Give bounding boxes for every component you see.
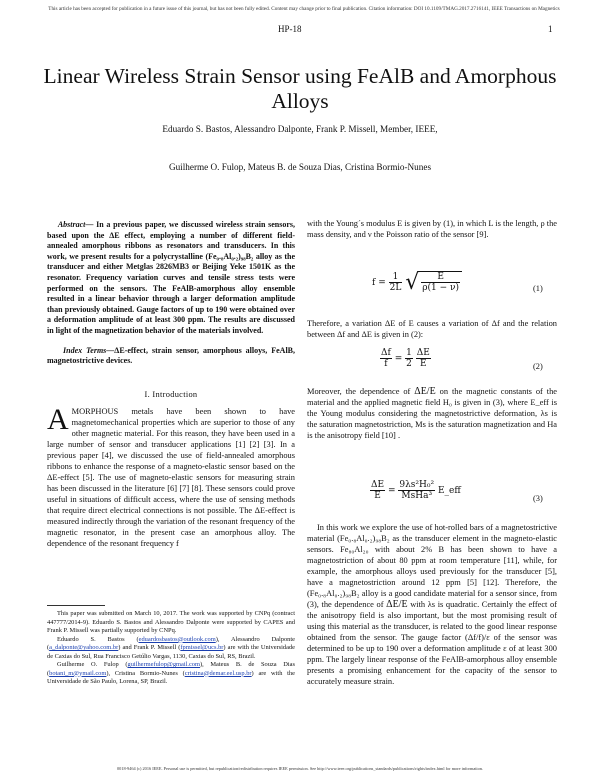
fn-text: ), Mateus B. de Souza Dias (	[47, 661, 295, 677]
left-column	[47, 220, 295, 549]
email-link[interactable]: botani_m@ymail.com	[49, 669, 107, 677]
fn-text: ) and Frank P. Missell (	[118, 644, 181, 651]
equation-3-number: (3)	[533, 494, 543, 503]
eq1-rad-num: E	[421, 272, 460, 283]
right-paragraph-1: with the Young´s modulus E is given by (1), in which L is the length, ρ the mass density, and ν the Poisson ratio of the sensor [9].	[307, 219, 557, 239]
authors-line-2: Guilherme O. Fulop, Mateus B. de Souza Dias, Cristina Bormio-Nunes	[168, 162, 432, 172]
eq2-coef-den: 2	[406, 359, 412, 369]
index-terms-label: Index Terms	[63, 345, 107, 355]
copyright-notice: 0018-9464 (c) 2016 IEEE. Personal use is permitted, but republication/redistribution requires IEEE permission. See http://www.ieee.org/publications_standards/publications/rights/index.html for more information.	[117, 766, 483, 771]
eq1-coef-num: 1	[389, 272, 403, 283]
p4-text: In this work we explore the use of hot-rolled bars of a magnetostrictive material (Fe₀.₈Al₀.₂)₉₈B₂ as the transducer element in the magneto-elastic sensors. Fe₈₀Al₂₀ with about 2% B has been shown to have a magnetostriction of about 80 ppm at room temperature [11], while, for example, the amorphous alloys used previously for the transducer [5], have a magnetostriction around 12 ppm [5] [12]. Therefore, the (Fe₀.₈Al₀.₂)₉₈B₂ alloy is a good candidate material for a sensor since, from (3), the dependence of	[307, 523, 557, 609]
right-paragraph-4	[307, 522, 557, 687]
footnote-rule	[47, 605, 105, 606]
intro-body: metals have been shown to have magnetomechanical properties which are superior to those of any other magnetic material. For this reason, they have been used in a large number of sensor and transducer applications [1] [2] [3]. In a previous paper [4], we discussed the use of field-annealed amorphous ribbons to enhance the response of a magneto-elastic sensor based on the ΔE-effect [5]. The use of magneto-elastic sensors for measuring strain has been discussed in the literature [6] [7] [8]. These sensors could prove useful in situations of difficult access, where the use of sensing methods that require direct electrical connections is not possible. The ΔE-effect is measured indirectly through the variation of the resonant frequency of the magnetic resonator, in the present case an amorphous alloy. The dependence of the resonant frequency f	[47, 406, 295, 548]
equation-1	[372, 270, 462, 295]
eq2-lhs-den: f	[384, 359, 388, 369]
p4-inline-fraction: ΔE/E	[386, 599, 408, 610]
eq2-lhs-num: Δf	[381, 348, 391, 358]
authors-line-1: Eduardo S. Bastos, Alessandro Dalponte, Frank P. Missell, Member, IEEE,	[162, 124, 438, 134]
index-terms-text: —ΔE-effect, strain sensor, amorphous alloys, FeAlB, magnetostrictive devices.	[47, 345, 296, 366]
footnote-affiliation-2	[47, 661, 295, 687]
eq3-lhs-num: ΔE	[371, 480, 385, 490]
eq2-coef-num: 1	[406, 348, 412, 358]
page-number: 1	[548, 24, 553, 34]
abstract-text: — In a previous paper, we discussed wireless strain sensors, based upon the ΔE effect, employing a number of different field-annealed amorphous ribbons as resonators and transducers. In this work, we present results for a polycrystalline (Fe₀.₈Al₀.₂)₉₈B₂ alloy as the transducer and either Metglas 2826MB3 or Beijing Yeke 1501K as the resonator. Frequency variation curves and tensile stress tests were performed on the sensors. The FeAlB-amorphous alloy ensemble resulted in a linear behavior through a larger deformation amplitude than previously obtained. Gauge factors of up to 190 were obtained over a deformation amplitude of at least 300 ppm. The results are discussed in light of the magnetization behavior of the materials involved.	[47, 220, 295, 335]
eq3-equals: =	[387, 486, 396, 496]
eq1-lhs: f =	[372, 278, 386, 288]
publication-notice: This article has been accepted for publication in a future issue of this journal, but has not been fully edited. Content may change prior to final publication. Citation information: DOI 10.1109/TMAG.2017.2716141, IEEE Transactions on Magnetics	[48, 6, 560, 12]
sqrt-symbol: √	[405, 270, 420, 295]
p3-text: Moreover, the dependence of	[307, 387, 415, 396]
abstract	[47, 220, 295, 337]
fn-text: ) are with the Universidade de São Paulo, Lorena, SP, Brazil.	[47, 669, 295, 685]
dropcap: A	[47, 402, 69, 436]
eq3-eeff: E_eff	[437, 486, 461, 496]
footnote-affiliation-1	[47, 636, 295, 662]
right-column	[307, 218, 557, 240]
eq1-rad-den: ρ(1 − ν)	[422, 283, 459, 293]
eq2-rhs-den: E	[420, 359, 427, 369]
eq3-rhs-num: 9λs²H₀²	[399, 480, 435, 490]
fn-text: ) are with the Universidade de Caxias do Sul, Rua Francisco Getúlio Vargas, 1130, Caxias do Sul, RS, Brazil.	[47, 644, 295, 660]
eq2-rhs-num: ΔE	[416, 348, 430, 358]
eq1-coefficient	[389, 272, 403, 293]
equation-1-number: (1)	[533, 284, 543, 293]
eq3-lhs-den: E	[374, 491, 381, 501]
fn-text: Guilherme O. Fulop (	[57, 661, 128, 668]
footnotes	[47, 610, 295, 687]
email-link[interactable]: a_dalponte@yahoo.com.br	[49, 644, 119, 651]
fn-text: Eduardo S. Bastos (	[57, 635, 139, 643]
equation-3	[370, 480, 461, 501]
fn-text: ), Cristina Bormio-Nunes (	[106, 669, 185, 677]
introduction-paragraph	[47, 402, 295, 549]
eq2-equals: =	[394, 354, 403, 364]
email-link[interactable]: cristina@demar.eel.usp.br	[184, 669, 252, 677]
right-paragraph-3	[307, 386, 557, 441]
intro-lead-word: MORPHOUS	[71, 406, 119, 416]
paper-title: Linear Wireless Strain Sensor using FeAlB and Amorphous Alloys	[43, 64, 557, 113]
right-paragraph-3-block	[307, 386, 557, 441]
footnote-submission: This paper was submitted on March 10, 2017. The work was supported by CNPq (contract 447777/2014-9). Eduardo S. Bastos and Alessandro Dalponte were supported by CAPES and Frank P. Missell was partially supported by CNPq.	[47, 610, 295, 634]
right-paragraph-2-block	[307, 318, 557, 340]
p3-inline-fraction: ΔE/E	[414, 386, 436, 397]
right-paragraph-4-block	[307, 522, 557, 687]
email-link[interactable]: fpmissel@ucs.br	[180, 644, 224, 651]
email-link[interactable]: eduardosbastos@outlook.com	[138, 635, 216, 643]
abstract-label: Abstract	[57, 220, 86, 229]
eq1-sqrt	[405, 270, 462, 295]
eq3-rhs-den: MsHa³	[401, 491, 433, 501]
index-terms	[47, 346, 295, 367]
section-heading-introduction: I. Introduction	[144, 389, 198, 399]
email-link[interactable]: guilhermefulop@gmail.com	[127, 661, 200, 668]
right-paragraph-2: Therefore, a variation ΔE of E causes a variation of Δf and the relation between Δf and ΔE is given in (2):	[307, 319, 557, 339]
equation-2	[380, 348, 431, 369]
p4-text: with λs is quadratic. Certainly the effect of the anisotropy field is also important, but the most promising result of using this material as the transducer, is related to the good linear response obtained from the sensor. The gauge factor (Δf/f)/ε of the sensor was determined to be up to 190 over a deformation amplitude ε of at least 300 ppm. The largely linear response of the FeAlB-amorphous alloy ensemble presents a promising enhancement for the capacity of the sensor to accurately measure strain.	[307, 600, 557, 686]
p3-text: on the magnetic constants of the material and the applied magnetic field H₀ is given in (3), where E_eff is the Young modulus considering the magnetostrictive deformation, λs is the saturation magnetostriction, Ms is the saturation magnetization and Ha is the anisotropy field [10] .	[307, 387, 557, 440]
paper-id: HP-18	[278, 24, 302, 34]
equation-2-number: (2)	[533, 362, 543, 371]
eq1-coef-den: 2L	[389, 283, 402, 293]
fn-text: ), Alessandro Dalponte (	[47, 635, 295, 651]
